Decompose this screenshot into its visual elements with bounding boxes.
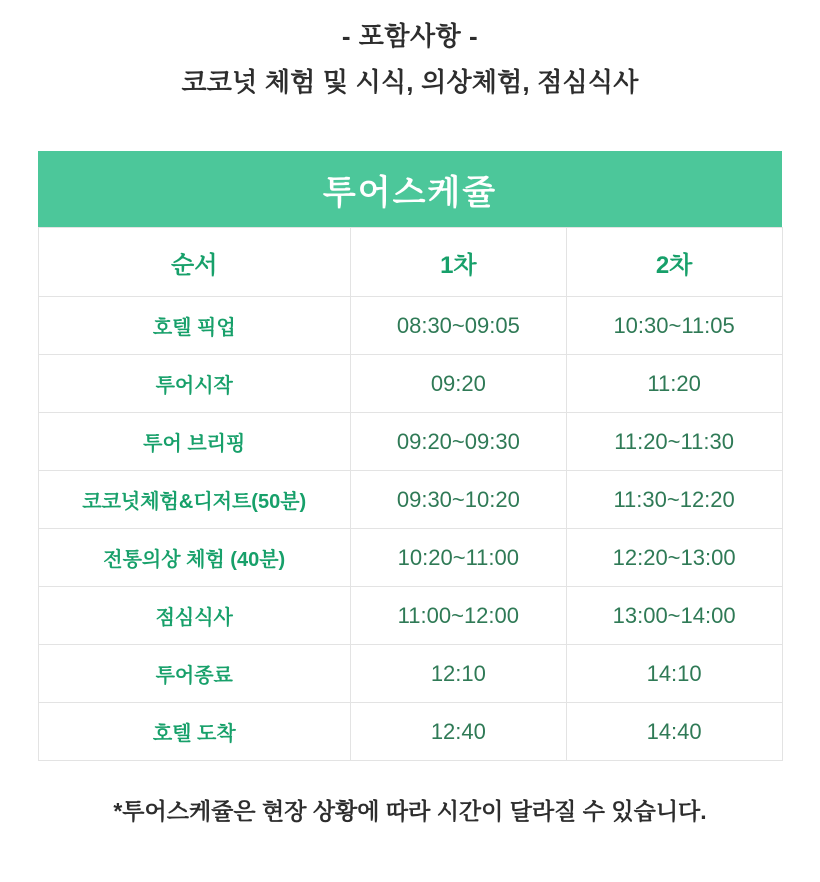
column-header-first: 1차 (350, 228, 566, 297)
table-row (38, 471, 782, 529)
table-row (38, 297, 782, 355)
row-first-time: 09:20~09:30 (350, 413, 566, 471)
table-row (38, 703, 782, 761)
row-second-time: 10:30~11:05 (566, 297, 782, 355)
row-step: 투어 브리핑 (38, 413, 350, 471)
tour-schedule-table (38, 151, 783, 761)
row-first-time: 12:10 (350, 645, 566, 703)
row-first-time: 08:30~09:05 (350, 297, 566, 355)
table-header-row (38, 228, 782, 297)
table-banner-label: 투어스케쥴 (38, 151, 782, 228)
column-header-step: 순서 (38, 228, 350, 297)
row-first-time: 09:20 (350, 355, 566, 413)
tour-schedule-table-wrapper (38, 151, 783, 761)
row-second-time: 11:20 (566, 355, 782, 413)
row-first-time: 12:40 (350, 703, 566, 761)
row-step: 호텔 도착 (38, 703, 350, 761)
row-second-time: 11:20~11:30 (566, 413, 782, 471)
footnote: *투어스케쥴은 현장 상황에 따라 시간이 달라질 수 있습니다. (113, 798, 707, 825)
table-banner-row (38, 151, 782, 228)
row-second-time: 14:10 (566, 645, 782, 703)
table-row (38, 355, 782, 413)
row-step: 전통의상 체험 (40분) (38, 529, 350, 587)
table-row (38, 645, 782, 703)
column-header-second: 2차 (566, 228, 782, 297)
row-first-time: 11:00~12:00 (350, 587, 566, 645)
row-step: 호텔 픽업 (38, 297, 350, 355)
row-step: 코코넛체험&디저트(50분) (38, 471, 350, 529)
row-second-time: 13:00~14:00 (566, 587, 782, 645)
row-first-time: 10:20~11:00 (350, 529, 566, 587)
table-row (38, 529, 782, 587)
row-second-time: 12:20~13:00 (566, 529, 782, 587)
page-title: - 포함사항 - (341, 21, 479, 51)
table-row (38, 587, 782, 645)
header (181, 18, 638, 101)
table-row (38, 413, 782, 471)
page-subtitle: 코코넛 체험 및 시식, 의상체험, 점심식사 (181, 66, 639, 97)
row-step: 투어종료 (38, 645, 350, 703)
row-step: 점심식사 (38, 587, 350, 645)
row-second-time: 11:30~12:20 (566, 471, 782, 529)
row-second-time: 14:40 (566, 703, 782, 761)
row-first-time: 09:30~10:20 (350, 471, 566, 529)
row-step: 투어시작 (38, 355, 350, 413)
